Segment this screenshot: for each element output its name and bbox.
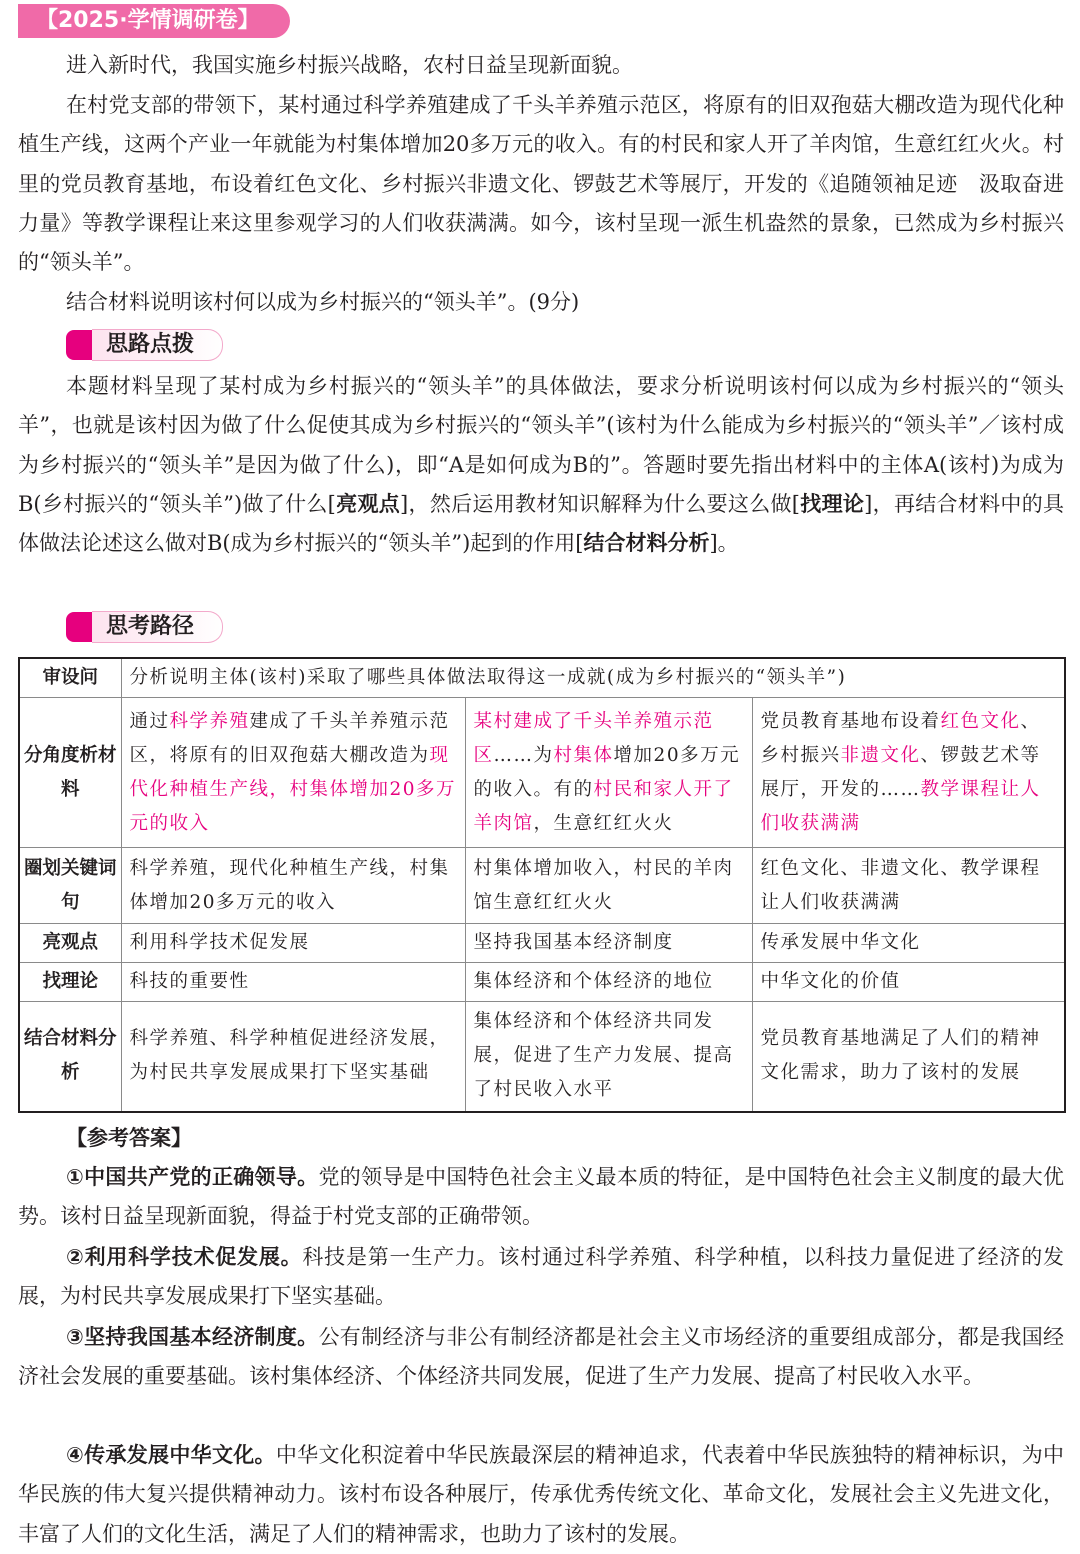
table-cell: 集体经济和个体经济共同发展，促进了生产力发展、提高了村民收入水平 [465,1002,752,1112]
answer-point-4: ④传承发展中华文化。中华文化积淀着中华民族最深层的精神追求，代表着中华民族独特的精神标识，为中华民族的伟大复兴提供精神动力。该村布设各种展厅，传承优秀传统文化、革命文化，发展社会主义先进文化，丰富了人们的文化生活，满足了人们的精神需求，也助力了该村的发展。 [18,1443,1064,1546]
answer-point-2: ②利用科学技术促发展。科技是第一生产力。该村通过科学养殖、科学种植，以科技力量促进了经济的发展，为村民共享发展成果打下坚实基础。 [18,1245,1064,1309]
table-row [19,963,1065,1002]
table-cell: 红色文化、非遗文化、教学课程让人们收获满满 [752,848,1065,924]
section-title: 思考路径 [92,611,223,643]
table-cell: 分析说明主体(该村)采取了哪些具体做法取得这一成就(成为乡村振兴的“领头羊”) [121,658,1065,698]
table-cell: 科学养殖，现代化种植生产线，村集体增加20多万元的收入 [121,848,465,924]
table-cell: 科技的重要性 [121,963,465,1002]
table-cell: 科学养殖、科学种植促进经济发展，为村民共享发展成果打下坚实基础 [121,1002,465,1112]
answer-point-1: ①中国共产党的正确领导。党的领导是中国特色社会主义最本质的特征，是中国特色社会主义制度的最大优势。该村日益呈现新面貌，得益于村党支部的正确带领。 [18,1165,1065,1229]
table-row [19,698,1065,848]
row-header: 亮观点 [19,924,121,963]
reference-answer-title: 【参考答案】 [66,1126,192,1150]
thinking-path-table [18,657,1066,1113]
table-cell: 坚持我国基本经济制度 [465,924,752,963]
section-marker-icon [66,612,92,642]
table-row [19,658,1065,698]
answer-point-3: ③坚持我国基本经济制度。公有制经济与非公有制经济都是社会主义市场经济的重要组成部分，都是我国经济社会发展的重要基础。该村集体经济、个体经济共同发展，促进了生产力发展、提高了村民收入水平。 [18,1325,1065,1389]
table-cell: 传承发展中华文化 [752,924,1065,963]
keyword-viewpoint: 亮观点 [335,491,401,516]
table-cell: 村集体增加收入，村民的羊肉馆生意红红火火 [465,848,752,924]
row-header: 分角度析材料 [19,698,121,848]
row-header: 审设问 [19,658,121,698]
keyword-theory: 找理论 [800,491,865,516]
section-header-thinking-tips [66,329,223,361]
table-row [19,848,1065,924]
table-cell: 中华文化的价值 [752,963,1065,1002]
material-paragraph-1: 进入新时代，我国实施乡村振兴战略，农村日益呈现新面貌。 [66,53,633,77]
table-cell: 党员教育基地布设着红色文化、乡村振兴非遗文化、锣鼓艺术等展厅，开发的……教学课程让人们收获满满 [752,698,1065,848]
exam-source-tag: 【2025·学情调研卷】 [18,4,290,38]
table-cell: 利用科学技术促发展 [121,924,465,963]
row-header: 找理论 [19,963,121,1002]
table-cell: 某村建成了千头羊养殖示范区……为村集体增加20多万元的收入。有的村民和家人开了羊肉馆，生意红红火火 [465,698,752,848]
thinking-tips-paragraph: 本题材料呈现了某村成为乡村振兴的“领头羊”的具体做法，要求分析说明该村何以成为乡村振兴的“领头羊”，也就是该村因为做了什么促使其成为乡村振兴的“领头羊”(该村为什么能成为乡村振兴的“领头羊”／该村成为乡村振兴的“领头羊”是因为做了什么)，即“A是如何成为B的”。答题时要先指出材料中的主体A(该村)为成为B(乡村振兴的“领头羊”)做了什么[亮观点]，然后运用教材知识解释为什么要这么做[找理论]，再结合材料中的具体做法论述这么做对B(成为乡村振兴的“领头羊”)起到的作用[结合材料分析]。 [18,374,1064,556]
question-text: 结合材料说明该村何以成为乡村振兴的“领头羊”。(9分) [66,290,580,314]
material-paragraph-2: 在村党支部的带领下，某村通过科学养殖建成了千头羊养殖示范区，将原有的旧双孢菇大棚改造为现代化种植生产线，这两个产业一年就能为村集体增加20多万元的收入。有的村民和家人开了羊肉馆，生意红红火火。村里的党员教育基地，布设着红色文化、乡村振兴非遗文化、锣鼓艺术等展厅，开发的《追随领袖足迹 汲取奋进力量》等教学课程让来这里参观学习的人们收获满满。如今，该村呈现一派生机盎然的景象，已然成为乡村振兴的“领头羊”。 [18,93,1064,275]
section-title: 思路点拨 [92,329,223,361]
keyword-analysis: 结合材料分析 [583,531,710,556]
table-row [19,924,1065,963]
section-header-thinking-path [66,611,223,643]
table-cell: 集体经济和个体经济的地位 [465,963,752,1002]
table-row [19,1002,1065,1112]
table-cell: 党员教育基地满足了人们的精神文化需求，助力了该村的发展 [752,1002,1065,1112]
row-header: 结合材料分析 [19,1002,121,1112]
row-header: 圈划关键词句 [19,848,121,924]
table-cell: 通过科学养殖建成了千头羊养殖示范区，将原有的旧双孢菇大棚改造为现代化种植生产线，村集体增加20多万元的收入 [121,698,465,848]
section-marker-icon [66,330,92,360]
